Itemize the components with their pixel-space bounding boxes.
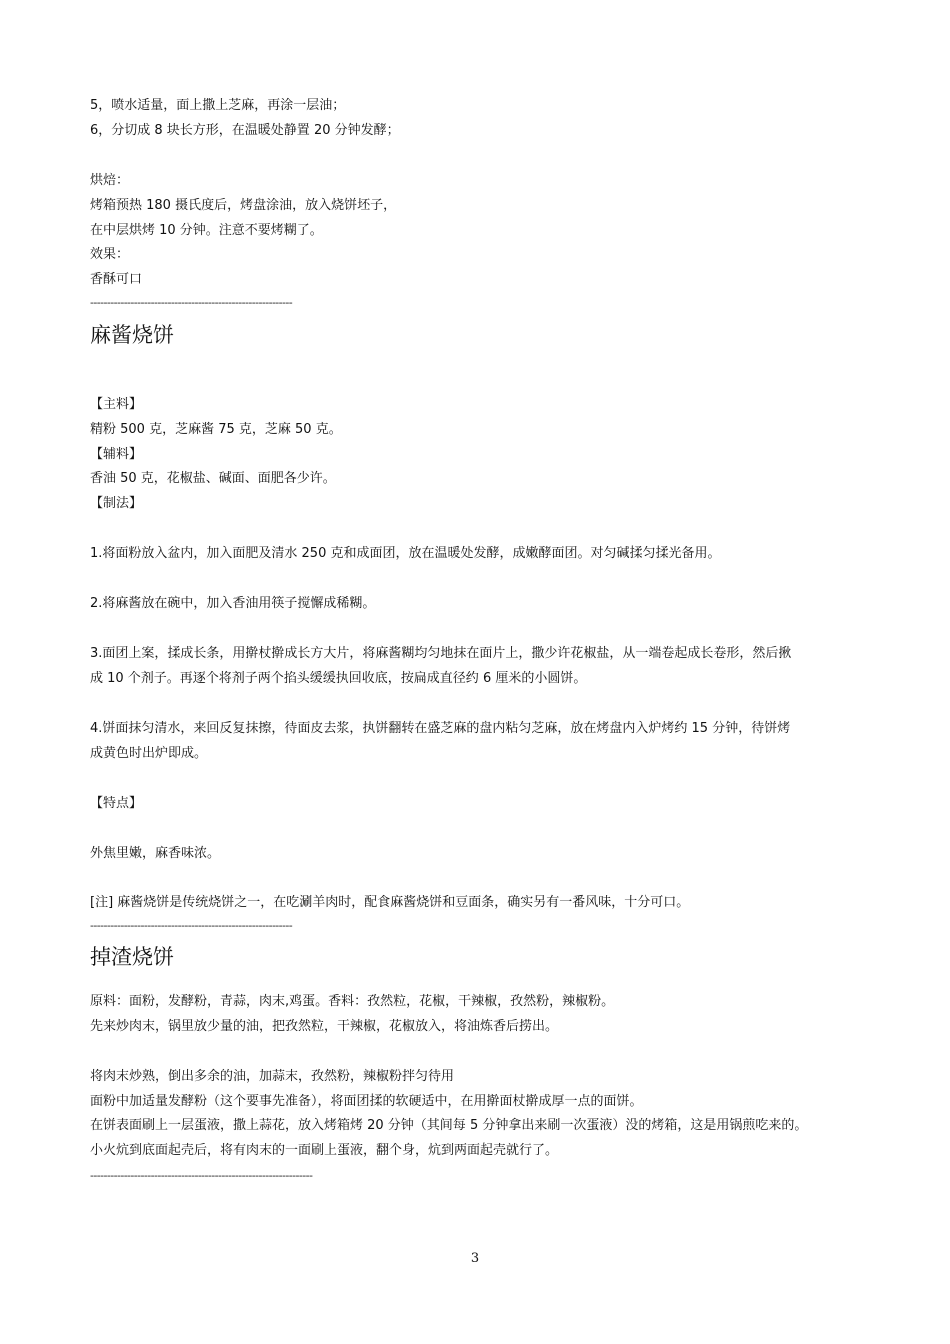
recipe-title: 麻酱烧饼	[90, 323, 174, 347]
note-text: [注] 麻酱烧饼是传统烧饼之一，在吃涮羊肉时，配食麻酱烧饼和豆面条，确实另有一番风味，十分可口。	[90, 895, 690, 910]
section-divider: ------------------------------------------------------------	[90, 296, 293, 309]
method-step: 3.面团上案，揉成长条，用擀杖擀成长方大片，将麻酱糊均匀地抹在面片上，撒少许花椒盐，从一端卷起成长卷形，然后揪	[90, 646, 792, 661]
baking-line: 烤箱预热 180 摄氏度后，烤盘涂油，放入烧饼坯子，	[90, 198, 397, 213]
aux-ingredients: 香油 50 克，花椒盐、碱面、面肥各少许。	[90, 471, 336, 486]
instruction-line: 5，喷水适量，面上撒上芝麻，再涂一层油；	[90, 98, 346, 113]
feature-text: 外焦里嫩，麻香味浓。	[90, 846, 221, 861]
aux-ingredients-label: 【辅料】	[90, 447, 143, 462]
baking-line: 在中层烘烤 10 分钟。注意不要烤糊了。	[90, 223, 323, 238]
recipe-title: 掉渣烧饼	[90, 945, 174, 969]
method-step: 2.将麻酱放在碗中，加入香油用筷子搅懈成稀糊。	[90, 596, 376, 611]
feature-label: 【特点】	[90, 796, 143, 811]
section-divider: ------------------------------------------------------------------	[90, 1169, 313, 1182]
ingredients-line: 原料：面粉，发酵粉，青蒜，肉末,鸡蛋。香料：孜然粒，花椒，干辣椒，孜然粉，辣椒粉。	[90, 994, 615, 1009]
instruction-line: 将肉末炒熟，倒出多余的油，加蒜末，孜然粉，辣椒粉拌匀待用	[90, 1069, 455, 1084]
method-step: 4.饼面抹匀清水，来回反复抹擦，待面皮去浆，执饼翻转在盛芝麻的盘内粘匀芝麻，放在烤盘内入炉烤约 15 分钟，待饼烤	[90, 721, 791, 736]
method-label: 【制法】	[90, 496, 143, 511]
method-step-continued: 成黄色时出炉即成。	[90, 746, 208, 761]
instruction-line: 在饼表面刷上一层蛋液，撒上蒜花，放入烤箱烤 20 分钟（其间每 5 分钟拿出来刷一次蛋液）没的烤箱，这是用锅煎吃来的。	[90, 1118, 808, 1133]
instruction-line: 小火炕到底面起壳后，将有肉末的一面刷上蛋液，翻个身，炕到两面起壳就行了。	[90, 1143, 559, 1158]
instruction-line: 先来炒肉末，锅里放少量的油，把孜然粒，干辣椒，花椒放入，将油炼香后捞出。	[90, 1019, 559, 1034]
main-ingredients: 精粉 500 克，芝麻酱 75 克，芝麻 50 克。	[90, 422, 342, 437]
instruction-line: 6，分切成 8 块长方形，在温暖处静置 20 分钟发酵；	[90, 123, 400, 138]
instruction-line: 面粉中加适量发酵粉（这个要事先准备），将面团揉的软硬适中，在用擀面杖擀成厚一点的面饼。	[90, 1094, 643, 1109]
page-number: 3	[470, 1251, 480, 1266]
baking-label: 烘焙：	[90, 173, 130, 188]
effect-label: 效果：	[90, 247, 130, 262]
section-divider: ------------------------------------------------------------	[90, 919, 293, 932]
main-ingredients-label: 【主料】	[90, 397, 143, 412]
method-step-continued: 成 10 个剂子。再逐个将剂子两个掐头缓缓执回收底，按扁成直径约 6 厘米的小圆饼。	[90, 671, 587, 686]
method-step: 1.将面粉放入盆内，加入面肥及清水 250 克和成面团，放在温暖处发酵，成嫩酵面团。对匀碱揉匀揉光备用。	[90, 546, 721, 561]
effect-text: 香酥可口	[90, 272, 143, 287]
